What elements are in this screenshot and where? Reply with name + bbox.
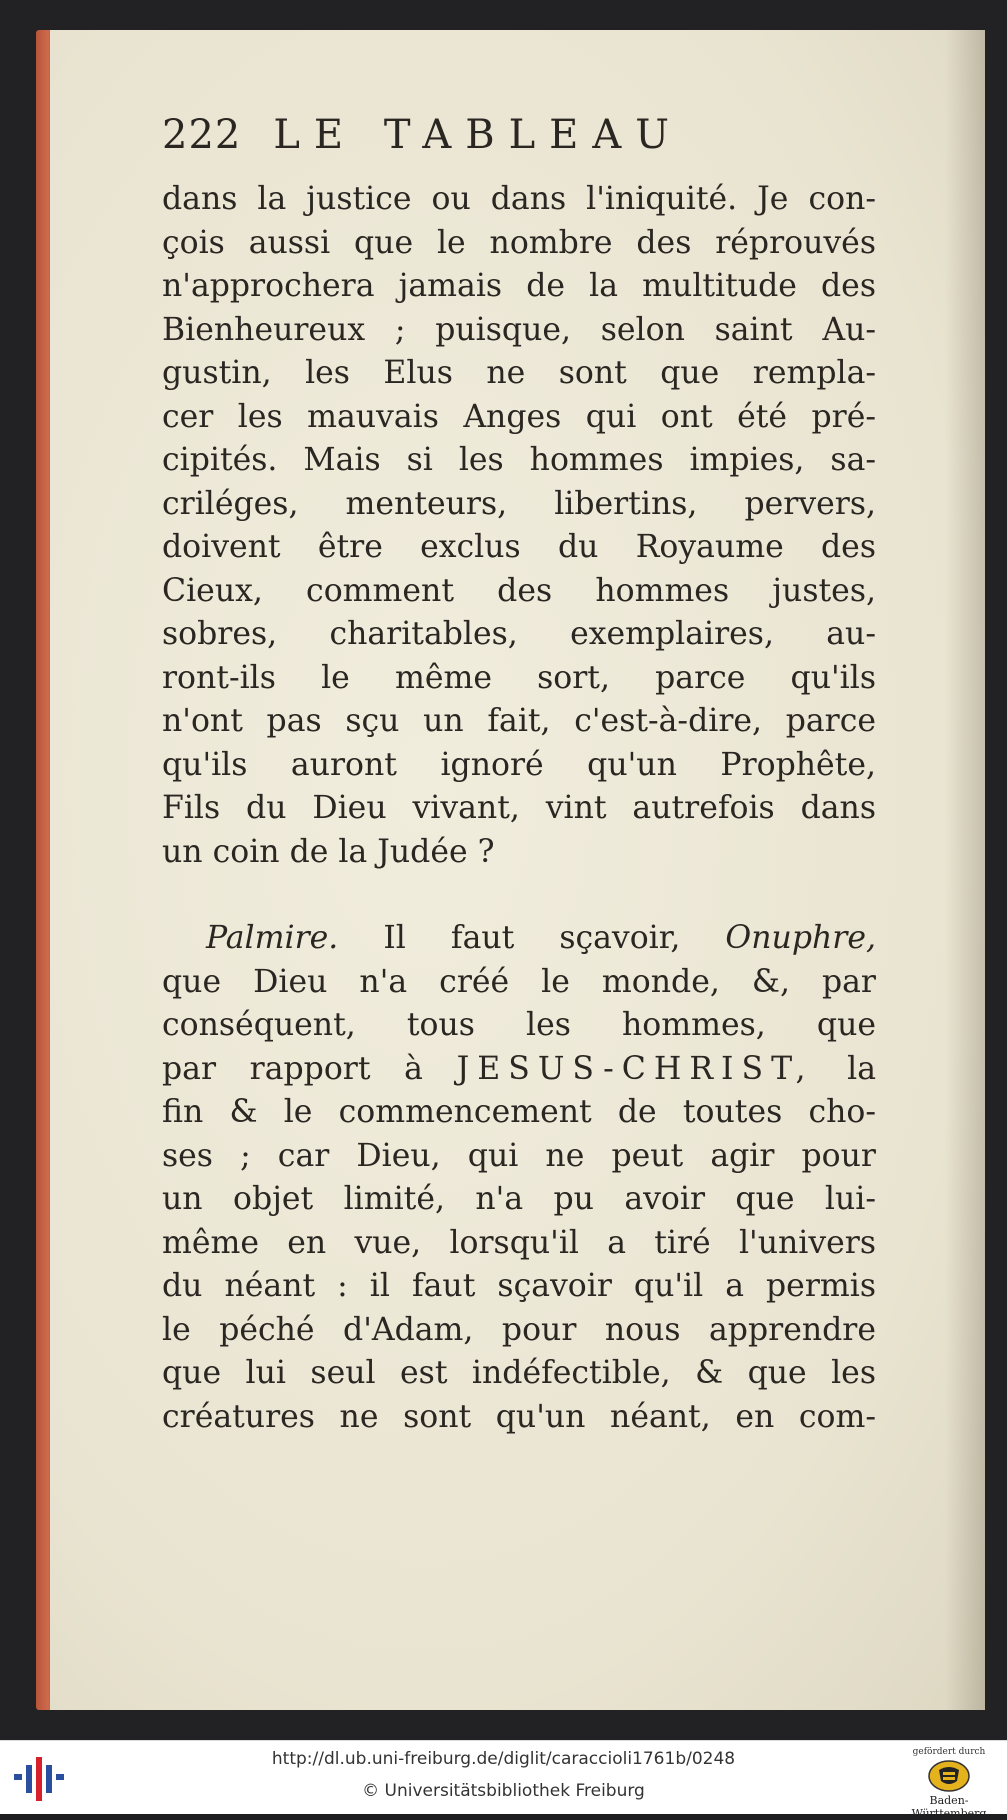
text-line: un coin de la Judée ? xyxy=(162,833,495,870)
text-line: çois aussi que le nombre des réprouvés xyxy=(162,224,876,261)
text-line: gustin, les Elus ne sont que rempla- xyxy=(162,355,876,391)
sacred-name: JESUS-CHRIST, xyxy=(456,1050,814,1087)
sponsor-caption: gefördert durch xyxy=(912,1747,986,1757)
text-line: fin & le commencement de toutes cho- xyxy=(162,1094,876,1130)
permalink-url[interactable]: http://dl.ub.uni-freiburg.de/diglit/caraccioli1761b/0248 xyxy=(271,1749,736,1769)
text-line-speaker xyxy=(162,917,876,961)
text-line: un objet limité, n'a pu avoir que lui- xyxy=(162,1181,876,1217)
text-line: criléges, menteurs, libertins, pervers, xyxy=(162,485,876,522)
sponsor-name: Baden-Württemberg xyxy=(911,1794,987,1820)
text-line: conséquent, tous les hommes, que xyxy=(162,1007,876,1043)
text-line: Cieux, comment des hommes justes, xyxy=(162,572,876,609)
viewer-footer xyxy=(0,1740,1007,1820)
addressee-name: Onuphre, xyxy=(725,920,876,956)
text-line-name xyxy=(162,1048,876,1092)
text-line: doivent être exclus du Royaume des xyxy=(162,529,876,565)
text-line: que Dieu n'a créé le monde, &, par xyxy=(162,963,876,1000)
text-line: même en vue, lorsqu'il a tiré l'univers xyxy=(162,1224,876,1261)
page-gutter-shadow xyxy=(945,30,985,1710)
text-line: sobres, charitables, exemplaires, au- xyxy=(162,616,876,652)
text-line: que lui seul est indéfectible, & que les xyxy=(162,1355,876,1391)
text-line: ses ; car Dieu, qui ne peut agir pour xyxy=(162,1137,876,1174)
sponsor-badge[interactable] xyxy=(899,1745,999,1820)
copyright-notice: © Universitätsbibliothek Freiburg xyxy=(362,1781,645,1801)
text-line: créatures ne sont qu'un néant, en com- xyxy=(162,1398,876,1435)
text-line: cer les mauvais Anges qui ont été pré- xyxy=(162,398,876,435)
speaker-name: Palmire. xyxy=(206,920,339,956)
text-line: Bienheureux ; puisque, selon saint Au- xyxy=(162,311,876,348)
text-line: n'ont pas sçu un fait, c'est-à-dire, parce xyxy=(162,703,876,739)
text-segment: la xyxy=(847,1050,877,1087)
text-segment: par rapport à xyxy=(162,1050,423,1087)
page-number: 222 xyxy=(162,112,242,158)
text-line: le péché d'Adam, pour nous apprendre xyxy=(162,1311,876,1348)
text-line: qu'ils auront ignoré qu'un Prophête, xyxy=(162,746,876,783)
paragraph-1 xyxy=(162,178,876,874)
text-line: ront-ils le même sort, parce qu'ils xyxy=(162,659,876,696)
text-line: Fils du Dieu vivant, vint autrefois dans xyxy=(162,790,876,826)
running-head xyxy=(162,112,762,176)
running-title: LE TABLEAU xyxy=(273,112,683,158)
text-line: n'approchera jamais de la multitude des xyxy=(162,268,876,304)
text-segment: Il faut sçavoir, xyxy=(383,920,681,956)
text-line: cipités. Mais si les hommes impies, sa- xyxy=(162,442,876,478)
text-line: du néant : il faut sçavoir qu'il a permis xyxy=(162,1268,876,1304)
baden-wuerttemberg-seal-icon xyxy=(927,1759,971,1793)
text-line: dans la justice ou dans l'iniquité. Je con- xyxy=(162,181,876,217)
paragraph-2 xyxy=(162,917,876,1439)
